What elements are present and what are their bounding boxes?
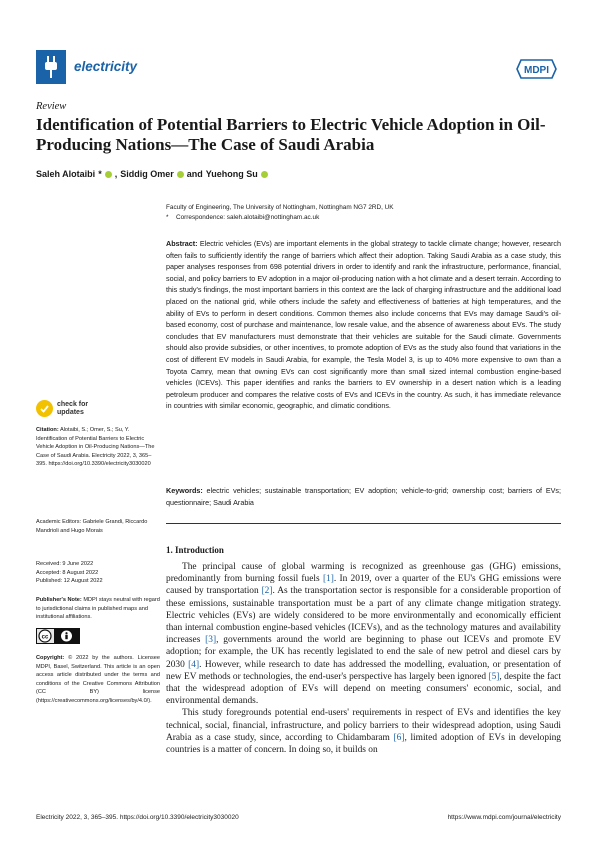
orcid-icon[interactable] [177,171,184,178]
publisher-note [36,596,160,622]
check-updates-icon [36,400,53,417]
keywords-text: electric vehicles; sustainable transportation; EV adoption; vehicle-to-grid; ownership cost; barriers of EVs; questionnaire; Saudi Arabia [166,486,562,507]
abstract-label: Abstract: [166,239,198,248]
publisher-note-label: Publisher's Note: [36,597,82,603]
divider [166,523,561,524]
orcid-icon[interactable] [105,171,112,178]
page-footer [36,814,561,821]
section-heading: 1. Introduction [166,545,224,555]
citation-label: Citation: [36,427,59,433]
check-for-updates[interactable] [36,400,88,417]
citation-text[interactable]: Alotaibi, S.; Omer, S.; Su, Y. Identification of Potential Barriers to Electric Vehicle Adoption in Oil-Producing Nations—The Case of Saudi Arabia. Electricity 2022, 3, 365–395. https://doi.org/10.3390/electricity3030020 [36,427,155,468]
paragraph [166,707,561,756]
paragraph-text: . In 2019, over a quarter of the EU's GHG emissions were caused by transportation [166,574,562,597]
citation-ref-link[interactable]: [2] [261,586,273,597]
article-title: Identification of Potential Barriers to Electric Vehicle Adoption in Oil-Producing Nations—The Case of Saudi Arabia [36,115,546,154]
author-separator: , [114,169,118,179]
orcid-icon[interactable] [261,171,268,178]
check-updates-line1: check for [57,401,89,408]
svg-text:MDPI: MDPI [524,65,549,76]
paragraph-text: This study foregrounds potential end-users' requirements in respect of EVs and identifies the key technical, social, financial, infrastructure, and policy barriers to their widespread adoption, using Saudi Arabia as a case study, since, according to Chidambaram [166,708,561,743]
abstract-text: Electric vehicles (EVs) are important elements in the global strategy to tackle climate change; however, research often fails to sufficiently identify the range of barriers which affect their adoption. Taking Saudi Arabia as a case study, this paper analyses responses from 698 potential drivers in order to identify and rank the infrastructure, performance, financial, social, and policy barriers to EV adoption in a major oil-producing nation with a hot climate and a desert terrain. According to this study's findings, the most important barriers in this context are the lack of charging infrastructure and the additional load placed on the national grid, while others include the safety and effectiveness of batteries at high temperatures, and the ability of EVs to perform in desert conditions. Common themes also include concerns that EVs may damage Saudi's oil-based economy, cost of purchase and maintenance, low resale value, and the absence of awareness about EVs. The study concludes that EV manufacturers must demonstrate that their vehicles are suitable for the Saudi climate. Governments should also provide subsidies, or other incentives, to promote adoption of EVs as the study also found that variations in the cost of different EV models in Saudi Arabia, for example, the Tesla Model 3, is up to 40% more expensive to own than a Toyota Camry, mean that owning EVs can cost significantly more than small sized internal combustion engine-based vehicles (ICEVs). This paper identifies and ranks the barriers to EV ownership in a desert nation which is a leading petroleum producer and compares the relative costs of EVs and ICEVs in the country. As such, it has immediate relevance in countries with similar economic, geographic, and climatic conditions. [166,239,561,411]
footer-citation[interactable]: Electricity 2022, 3, 365–395. https://doi.org/10.3390/electricity3030020 [36,814,239,821]
paragraph [166,561,561,707]
body-text [166,561,561,756]
article-type: Review [36,101,67,112]
svg-text:cc: cc [41,634,49,641]
citation-ref-link[interactable]: [3] [205,635,217,646]
plug-icon [36,50,66,84]
paragraph-text: , governments around the world are beginning to phase out ICEVs and promote EV adoption; for example, the UK has recently legislated to end the sale of new petrol and diesel cars by 2030 [166,635,562,670]
correspondence-mark: * [166,213,169,221]
footer-url[interactable]: https://www.mdpi.com/journal/electricity [447,814,561,821]
mdpi-logo [515,58,558,80]
author-list [36,169,561,179]
published-date: Published: 12 August 2022 [36,578,103,585]
abstract [166,238,561,412]
journal-name: electricity [74,59,138,74]
academic-editors: Academic Editors: Gabriele Grandi, Riccardo Mandrioli and Hugo Morais [36,519,148,534]
author-separator: and [186,169,203,179]
keywords-label: Keywords: [166,486,203,495]
citation-ref-link[interactable]: [1] [322,574,334,585]
paragraph-text: . As the transportation sector is responsible for a considerable proportion of these emissions, sustainable transportation must be a part of any climate change mitigation strategy. Electric vehicles (EVs) are widely considered to be more environmentally and economically efficient than internal combustion engine-based vehicles (ICEVs), and as the technology matures and availability increases [166,586,561,646]
accepted-date: Accepted: 8 August 2022 [36,569,99,576]
journal-logo [36,50,66,84]
correspondence-text[interactable]: Correspondence: saleh.alotaibi@nottingham.ac.uk [176,213,320,221]
citation-ref-link[interactable]: [6] [393,732,405,743]
cc-by-license-icon[interactable] [36,628,80,644]
paragraph-text: , despite the fact that the widespread adoption of EVs will depend on meeting consumers' economic, social, and environmental demands. [166,671,561,707]
correspondence [166,213,566,223]
author-name[interactable]: Saleh Alotaibi [36,169,96,179]
check-updates-line2: updates [57,408,84,416]
corresponding-mark: * [98,169,102,179]
author-name[interactable]: Siddig Omer [120,169,174,179]
publisher-note-text: MDPI stays neutral with regard to jurisdictional claims in published maps and institutional affiliations. [36,597,160,621]
received-date: Received: 9 June 2022 [36,561,94,567]
author-name[interactable]: Yuehong Su [205,169,258,179]
citation [36,426,160,469]
paragraph-text: The principal cause of global warming is recognized as greenhouse gas (GHG) emissions, predominantly from burning fossil fuels [166,562,561,585]
affiliation-block [166,203,566,222]
copyright-text: © 2022 by the authors. Licensee MDPI, Basel, Switzerland. This article is an open access article distributed under the terms and conditions of the Creative Commons Attribution (CC BY) license (https://creativecommons.org/licenses/by/4.0/). [36,655,160,704]
paragraph-text: . However, while research to date has addressed the modelling, evaluation, or presentation of new EV methods or technologies, the end-user's perspective has largely been ignored [166,659,562,682]
keywords [166,485,561,508]
citation-ref-link[interactable]: [4] [188,659,200,670]
paragraph-text: , limited adoption of EVs in developing countries is a matter of concern. In doing so, it builds on [166,732,561,756]
copyright-label: Copyright: [36,655,65,661]
affiliation: Faculty of Engineering, The University of Nottingham, Nottingham NG7 2RD, UK [166,204,394,211]
copyright [36,654,160,706]
citation-ref-link[interactable]: [5] [488,671,500,682]
dates [36,560,160,586]
